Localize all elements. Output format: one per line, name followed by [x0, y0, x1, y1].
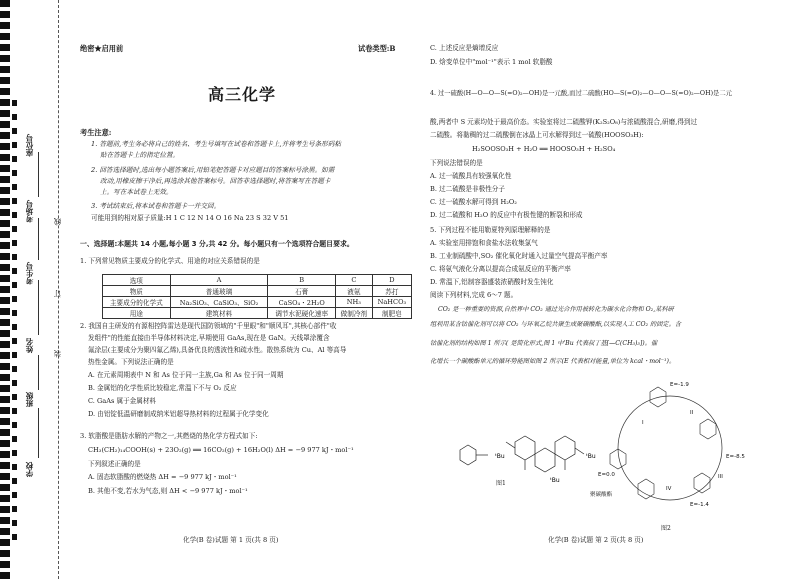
table-cell: 主要成分的化学式 — [103, 297, 171, 308]
q4-line: 酸,两者中 S 元素均处于最高价态。实验室将过二硫酸钾(K₂S₂O₈)与浓硫酸混合,研磨,得到过 — [430, 118, 698, 126]
q3-option: D. 焓变单位中"mol⁻¹"表示 1 mol 软脂酸 — [430, 58, 553, 66]
q5-option: D. 常温下,铝制容器盛装浓硝酸时发生钝化 — [430, 278, 554, 286]
notice-line: 2. 回答选择题时,选出每小题答案后,用铅笔把答题卡对应题目的答案标号涂黑。如需 — [91, 166, 335, 174]
ring — [515, 436, 535, 460]
fig2-label: E=0.0 — [598, 472, 615, 478]
page-title: 高三化学 — [208, 85, 277, 104]
table-cell: 选项 — [103, 275, 171, 286]
table-cell: 石膏 — [268, 286, 336, 297]
q3-option: B. 其他不变,若水为气态,则 ΔH < −9 977 kJ・mol⁻¹ — [88, 487, 248, 495]
q4-line: 4. 过一硫酸(H—O—O—S(=O)₂—OH)是一元酸,而过二硫酸(HO—S(=O)₂—O—O—S(=O)₂—OH)是二元 — [430, 90, 732, 97]
table-cell: CaSO₄・2H₂O — [268, 297, 336, 308]
q3-option: C. 上述反应是熵增反应 — [430, 44, 499, 52]
notice-line: 1. 答题前,考生务必将自己的姓名、考生号填写在试卷和答题卡上,并将考生号条形码粘 — [91, 140, 341, 148]
table-cell: 建筑材料 — [170, 308, 268, 319]
fig1-caption: 图1 — [496, 480, 506, 487]
fig2-label: II — [690, 410, 694, 416]
q1-table — [102, 274, 412, 319]
fig2-label: E=-1.9 — [670, 382, 689, 388]
cut-word: 订 — [53, 290, 62, 298]
table-cell: 普通玻璃 — [170, 286, 268, 297]
q5-option: A. 实验室用排饱和食盐水法收集氯气 — [430, 239, 538, 247]
field-name: 姓名 — [25, 338, 34, 353]
fig2-label: E=-1.4 — [690, 502, 709, 508]
field-school: 学校 — [25, 462, 34, 477]
fig1-label: ᵗBu — [550, 477, 560, 484]
ring — [700, 419, 716, 439]
q2-option: D. 由铝锭低温研磨制成纳米铝超导热材料的过程属于化学变化 — [88, 410, 269, 418]
fig1-label: ᵗBu — [586, 453, 596, 460]
fig1-label: ᵗBu — [495, 453, 505, 460]
ring — [535, 448, 555, 472]
fig2-label: IV — [666, 486, 672, 492]
q4-option: B. 过二硫酸是非极性分子 — [430, 185, 505, 193]
q5-option: B. 工业制硫酸中,SO₂ 催化氧化时通入过量空气提高平衡产率 — [430, 252, 608, 260]
table-cell: NaHCO₃ — [372, 297, 411, 308]
material-line: 化增长一个碳酸酯单元的循环势能图如图 2 所示(E 代表相对能量,单位为 kcal・mol⁻¹)。 — [430, 358, 676, 365]
q2-line: 发组件"的性能直接由半导体材料决定,早期使用 GaAs,现在是 GaN。天线罩涂覆含 — [88, 334, 330, 342]
cut-word: 装 — [53, 350, 62, 358]
ring — [555, 436, 575, 460]
field-seat: 座位号 — [25, 134, 34, 157]
q3-line: 下列叙述正确的是 — [88, 460, 141, 468]
binding-strip — [0, 0, 68, 579]
fill-line — [38, 355, 39, 390]
material-line: 组利用某含钴催化剂可以将 CO₂ 与环氧乙烷共聚生成聚碳酸酯,以实现人工 CO₂ 的固定。含 — [430, 321, 681, 328]
table-cell: B — [268, 275, 336, 286]
q4-option: D. 过二硫酸和 H₂O 的反应中有极性键的断裂和形成 — [430, 211, 583, 219]
fig2-label: E=-8.5 — [726, 454, 745, 460]
cycle-circle — [618, 396, 722, 500]
q2-option: B. 金属铝的化学性质比较稳定,常温下不与 O₂ 反应 — [88, 384, 237, 392]
table-cell: A — [170, 275, 268, 286]
field-room: 考场号 — [25, 200, 34, 223]
fill-line — [38, 280, 39, 335]
field-class: 班级 — [25, 392, 34, 407]
q3-option: A. 固态软脂酸的燃烧热 ΔH = −9 977 kJ・mol⁻¹ — [88, 473, 237, 481]
paper-type: 试卷类型:B — [358, 44, 396, 53]
fill-line — [38, 152, 39, 197]
notice-line: 3. 考试结束后,将本试卷和答题卡一并交回。 — [91, 202, 221, 210]
q4-option: A. 过一硫酸具有较强氧化性 — [430, 172, 512, 180]
table-cell: NH₃ — [335, 297, 372, 308]
fig2-label: 聚碳酸酯 — [590, 492, 613, 498]
fill-line — [38, 218, 39, 260]
table-cell: 做制冷剂 — [335, 308, 372, 319]
q2-line: 氟涂层(主要成分为聚四氟乙烯),具备优良的透波性和疏水性。散热系统为 Cu、Al 等高导 — [88, 346, 347, 354]
q5-line: 5. 下列过程不能用勒夏特列原理解释的是 — [430, 226, 551, 234]
notice-line: 贴在答题卡上的指定位置。 — [100, 151, 180, 159]
fig2-caption: 图2 — [661, 525, 671, 532]
notice-line: 改动,用橡皮擦干净后,再选涂其他答案标号。回答非选择题时,将答案写在答题卡 — [100, 177, 331, 185]
q3-line: 3. 软脂酸是脂肪水解的产物之一,其燃烧的热化学方程式如下: — [80, 432, 258, 440]
secret-label: 绝密★启用前 — [80, 44, 124, 53]
table-cell: D — [372, 275, 411, 286]
q2-line: 2. 我国自主研发的有源相控阵雷达是现代国防领域的"千里眼"和"顺风耳",其核心部件"收 — [80, 322, 337, 330]
ring — [694, 473, 710, 493]
q4-line: 二硫酸。将黏稠的过二硫酸倒在冰晶上可水解得到过一硫酸(HOOSO₃H): — [430, 131, 644, 139]
table-cell: 用途 — [103, 308, 171, 319]
zebra-bar-inner — [12, 100, 17, 540]
table-cell: Na₂SiO₃、CaSiO₃、SiO₂ — [170, 297, 268, 308]
fig2-label: III — [718, 474, 723, 480]
figure-2 — [590, 374, 760, 522]
fill-line — [38, 408, 39, 458]
q3-equation: CH₃(CH₂)₁₄COOH(s) + 23O₂(g) ══ 16CO₂(g) + 16H₂O(l) ΔH = −9 977 kJ・mol⁻¹ — [88, 446, 354, 454]
table-cell: C — [335, 275, 372, 286]
reading-intro: 阅读下列材料,完成 6～7 题。 — [430, 291, 518, 299]
q2-option: A. 在元素周期表中 N 和 As 位于同一主族,Ga 和 As 位于同一周期 — [88, 371, 284, 379]
table-cell: 调节水泥硬化速率 — [268, 308, 336, 319]
footer-right: 化学(B 卷)试题 第 2 页(共 8 页) — [548, 536, 644, 544]
q5-option: C. 将氨气液化分离以提高合成氨反应的平衡产率 — [430, 265, 571, 273]
ring — [638, 479, 654, 499]
material-line: CO₂ 是一种重要的资源,自然界中 CO₂ 通过光合作用被转化为碳水化合物和 O₂,某科研 — [438, 306, 674, 313]
footer-left: 化学(B 卷)试题 第 1 页(共 8 页) — [183, 536, 279, 544]
table-cell: 制肥皂 — [372, 308, 411, 319]
field-student-id: 考生号 — [25, 262, 34, 285]
table-cell: 液氨 — [335, 286, 372, 297]
atomic-mass-line: 可能用到的相对原子质量:H 1 C 12 N 14 O 16 Na 23 S 32 V 51 — [91, 214, 289, 222]
notice-heading: 考生注意: — [80, 128, 112, 137]
table-cell: 苏打 — [372, 286, 411, 297]
figure-1 — [440, 420, 610, 490]
cut-word: 线 — [53, 218, 62, 226]
zebra-bar — [0, 0, 10, 579]
q2-line: 热性金属。下列说法正确的是 — [88, 358, 174, 366]
ring — [650, 387, 666, 407]
q4-equation: H₂SOOSO₃H + H₂O ══ HOOSO₃H + H₂SO₄ — [472, 145, 616, 153]
q4-line: 下列说法错误的是 — [430, 159, 483, 167]
ring — [460, 445, 476, 465]
section-heading: 一、选择题:本题共 14 小题,每小题 3 分,共 42 分。每小题只有一个选项符合题目要求。 — [80, 240, 354, 248]
q2-option: C. GaAs 属于金属材料 — [88, 397, 157, 405]
table-cell: 物质 — [103, 286, 171, 297]
material-line: 钴催化剂的结构如图 1 所示( 是简化形式,图 1 中'Bu 代表叔丁基[—C(CH₃)₃])。催 — [430, 340, 658, 347]
q1-stem: 1. 下列常见物质主要成分的化学式、用途的对应关系错误的是 — [80, 257, 260, 265]
notice-line: 上。写在本试卷上无效。 — [100, 188, 173, 196]
q4-option: C. 过一硫酸水解可得到 H₂O₂ — [430, 198, 517, 206]
fig2-label: I — [642, 420, 644, 426]
